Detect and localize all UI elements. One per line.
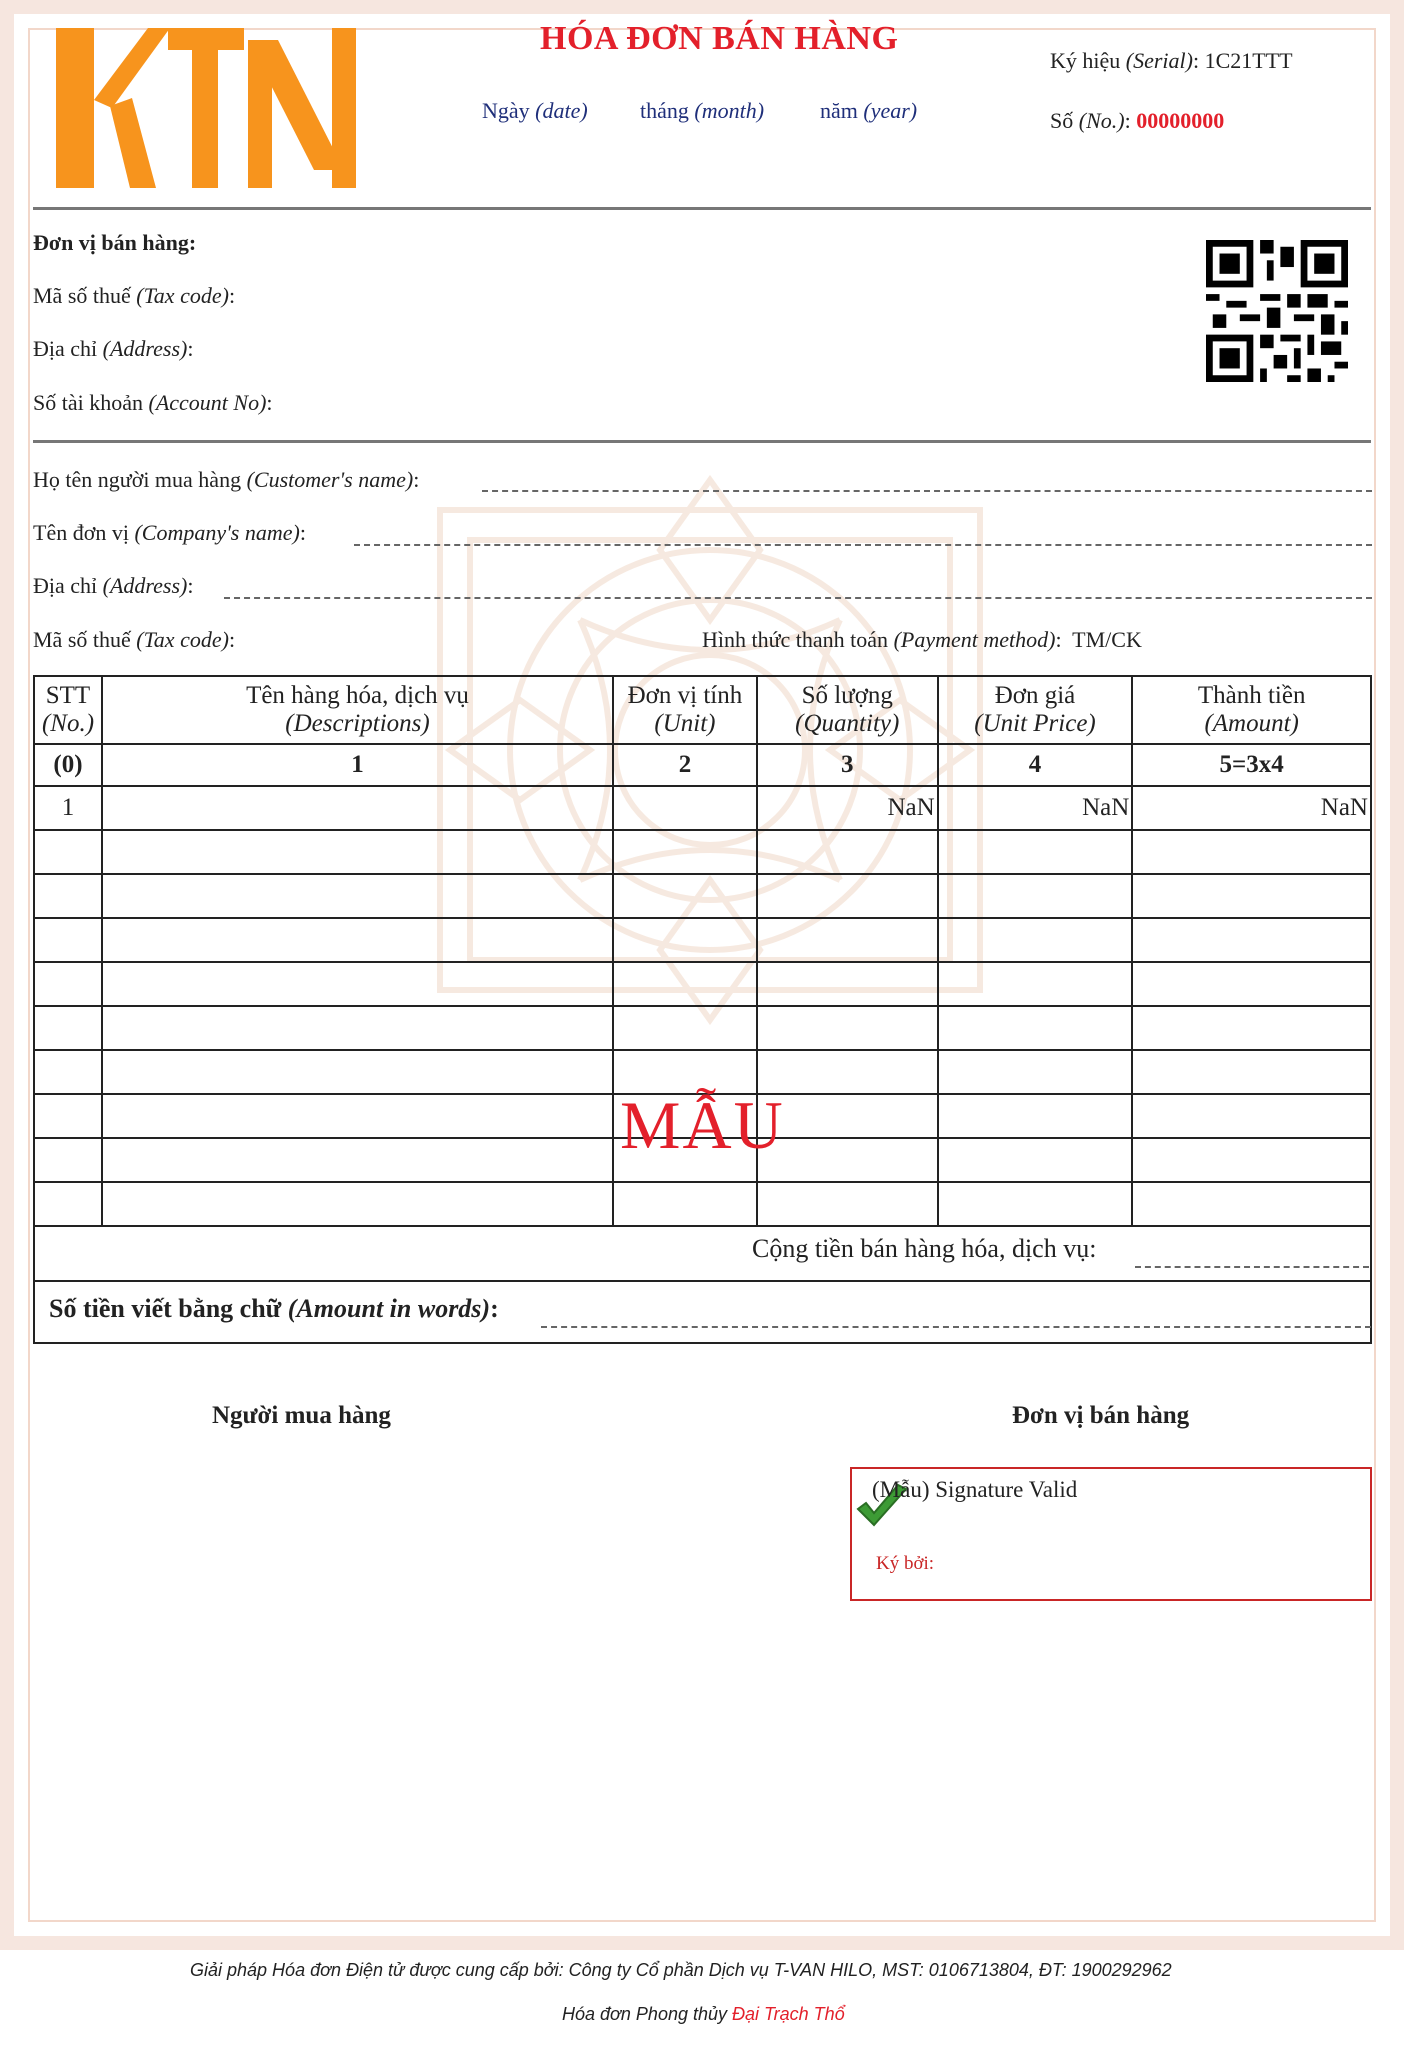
table-cell [1132,874,1371,918]
totals-box [33,1220,1372,1344]
digital-signature-box [850,1467,1372,1601]
table-cell [757,1006,938,1050]
table-cell [102,786,613,830]
date-year: năm (year) [820,98,918,123]
column-number: 5=3x4 [1132,744,1371,786]
header-divider [33,207,1371,210]
seller-account: Số tài khoản (Account No): [33,390,273,415]
table-cell [613,830,757,874]
column-header: Tên hàng hóa, dịch vụ (Descriptions) [102,676,613,744]
buyer-signature-label: Người mua hàng [212,1402,391,1429]
table-cell [34,1094,102,1138]
table-cell [757,962,938,1006]
invoice-number-field: Số (No.): 00000000 [1050,108,1225,133]
table-cell [1132,918,1371,962]
table-cell [102,918,613,962]
seller-signature-label: Đơn vị bán hàng [1012,1402,1190,1429]
buyer-tax-code-label: Mã số thuế (Tax code): [33,627,236,652]
table-cell: 1 [34,786,102,830]
table-cell [613,918,757,962]
table-cell: NaN [938,786,1133,830]
table-cell [938,830,1133,874]
seller-divider [33,440,1371,443]
sample-watermark-text: MẪU [620,1087,785,1163]
table-cell [34,962,102,1006]
buyer-address-label: Địa chỉ (Address): [33,573,194,598]
column-number: 3 [757,744,938,786]
table-cell [1132,1138,1371,1182]
table-cell [1132,830,1371,874]
buyer-company-label: Tên đơn vị (Company's name): [33,520,306,545]
table-cell [1132,962,1371,1006]
qr-code [1206,240,1348,382]
table-cell [613,786,757,830]
table-cell [757,830,938,874]
amount-in-words-label: Số tiền viết bằng chữ (Amount in words): [49,1294,499,1323]
date-month: tháng (month) [640,98,765,123]
table-cell [1132,1050,1371,1094]
seller-heading: Đơn vị bán hàng: [33,230,197,255]
column-header: Thành tiền (Amount) [1132,676,1371,744]
footer-fengshui-line: Hóa đơn Phong thủy Đại Trạch Thổ [562,2004,845,2024]
amount-in-words-field[interactable] [541,1326,1371,1328]
table-row [34,962,1371,1006]
subtotal-value-field[interactable] [1135,1266,1369,1268]
column-number: 1 [102,744,613,786]
table-row [34,786,1371,830]
table-cell [1132,1006,1371,1050]
payment-method-value: TM/CK [1072,627,1142,652]
table-row [34,918,1371,962]
seller-tax-code: Mã số thuế (Tax code): [33,283,236,308]
table-cell [34,830,102,874]
payment-method: Hình thức thanh toán (Payment method): TM/CK [702,627,1142,652]
buyer-address-field[interactable] [224,597,1372,599]
table-cell [102,962,613,1006]
table-cell [34,1006,102,1050]
company-name-field[interactable] [354,544,1372,546]
table-header-row [34,676,1371,744]
table-cell [34,874,102,918]
column-number: 2 [613,744,757,786]
table-cell [938,1094,1133,1138]
buyer-customer-name-label: Họ tên người mua hàng (Customer's name): [33,467,420,492]
column-number: (0) [34,744,102,786]
column-header: Đơn vị tính (Unit) [613,676,757,744]
table-cell [34,1050,102,1094]
table-cell [102,830,613,874]
column-number: 4 [938,744,1133,786]
table-cell [34,1138,102,1182]
invoice-title: HÓA ĐƠN BÁN HÀNG [540,20,899,57]
table-cell [102,1138,613,1182]
table-row [34,1006,1371,1050]
table-cell [102,1094,613,1138]
table-cell [757,918,938,962]
table-cell [613,874,757,918]
table-cell [938,1006,1133,1050]
column-header: Đơn giá (Unit Price) [938,676,1133,744]
column-header: Số lượng (Quantity) [757,676,938,744]
table-cell [938,1050,1133,1094]
table-row [34,830,1371,874]
subtotal-label: Cộng tiền bán hàng hóa, dịch vụ: [752,1234,1097,1263]
customer-name-field[interactable] [482,490,1372,492]
serial-field: Ký hiệu (Serial): 1C21TTT [1050,48,1293,73]
signed-by-label: Ký bởi: [876,1553,935,1574]
table-cell [613,962,757,1006]
table-cell [34,918,102,962]
ktn-logo [52,20,364,198]
table-cell: NaN [1132,786,1371,830]
column-header: STT (No.) [34,676,102,744]
table-row [34,874,1371,918]
seller-address: Địa chỉ (Address): [33,336,194,361]
date-day: Ngày (date) [482,98,588,123]
table-cell [938,874,1133,918]
table-cell: NaN [757,786,938,830]
table-cell [757,874,938,918]
footer-provider-text: Giải pháp Hóa đơn Điện tử được cung cấp bởi: Công ty Cổ phần Dịch vụ T-VAN HILO, MST: 0106713804, ĐT: 1900292962 [190,1960,1172,1980]
table-cell [613,1006,757,1050]
totals-divider [35,1280,1370,1282]
column-number-row [34,744,1371,786]
invoice-number: 00000000 [1136,108,1225,133]
table-cell [938,918,1133,962]
table-cell [938,962,1133,1006]
table-cell [102,1006,613,1050]
signature-valid-text: (Mẫu) Signature Valid [872,1477,1078,1502]
table-cell [102,1050,613,1094]
footer-fengshui-link[interactable]: Đại Trạch Thổ [732,2004,845,2024]
table-cell [938,1138,1133,1182]
table-cell [102,874,613,918]
table-cell [1132,1094,1371,1138]
